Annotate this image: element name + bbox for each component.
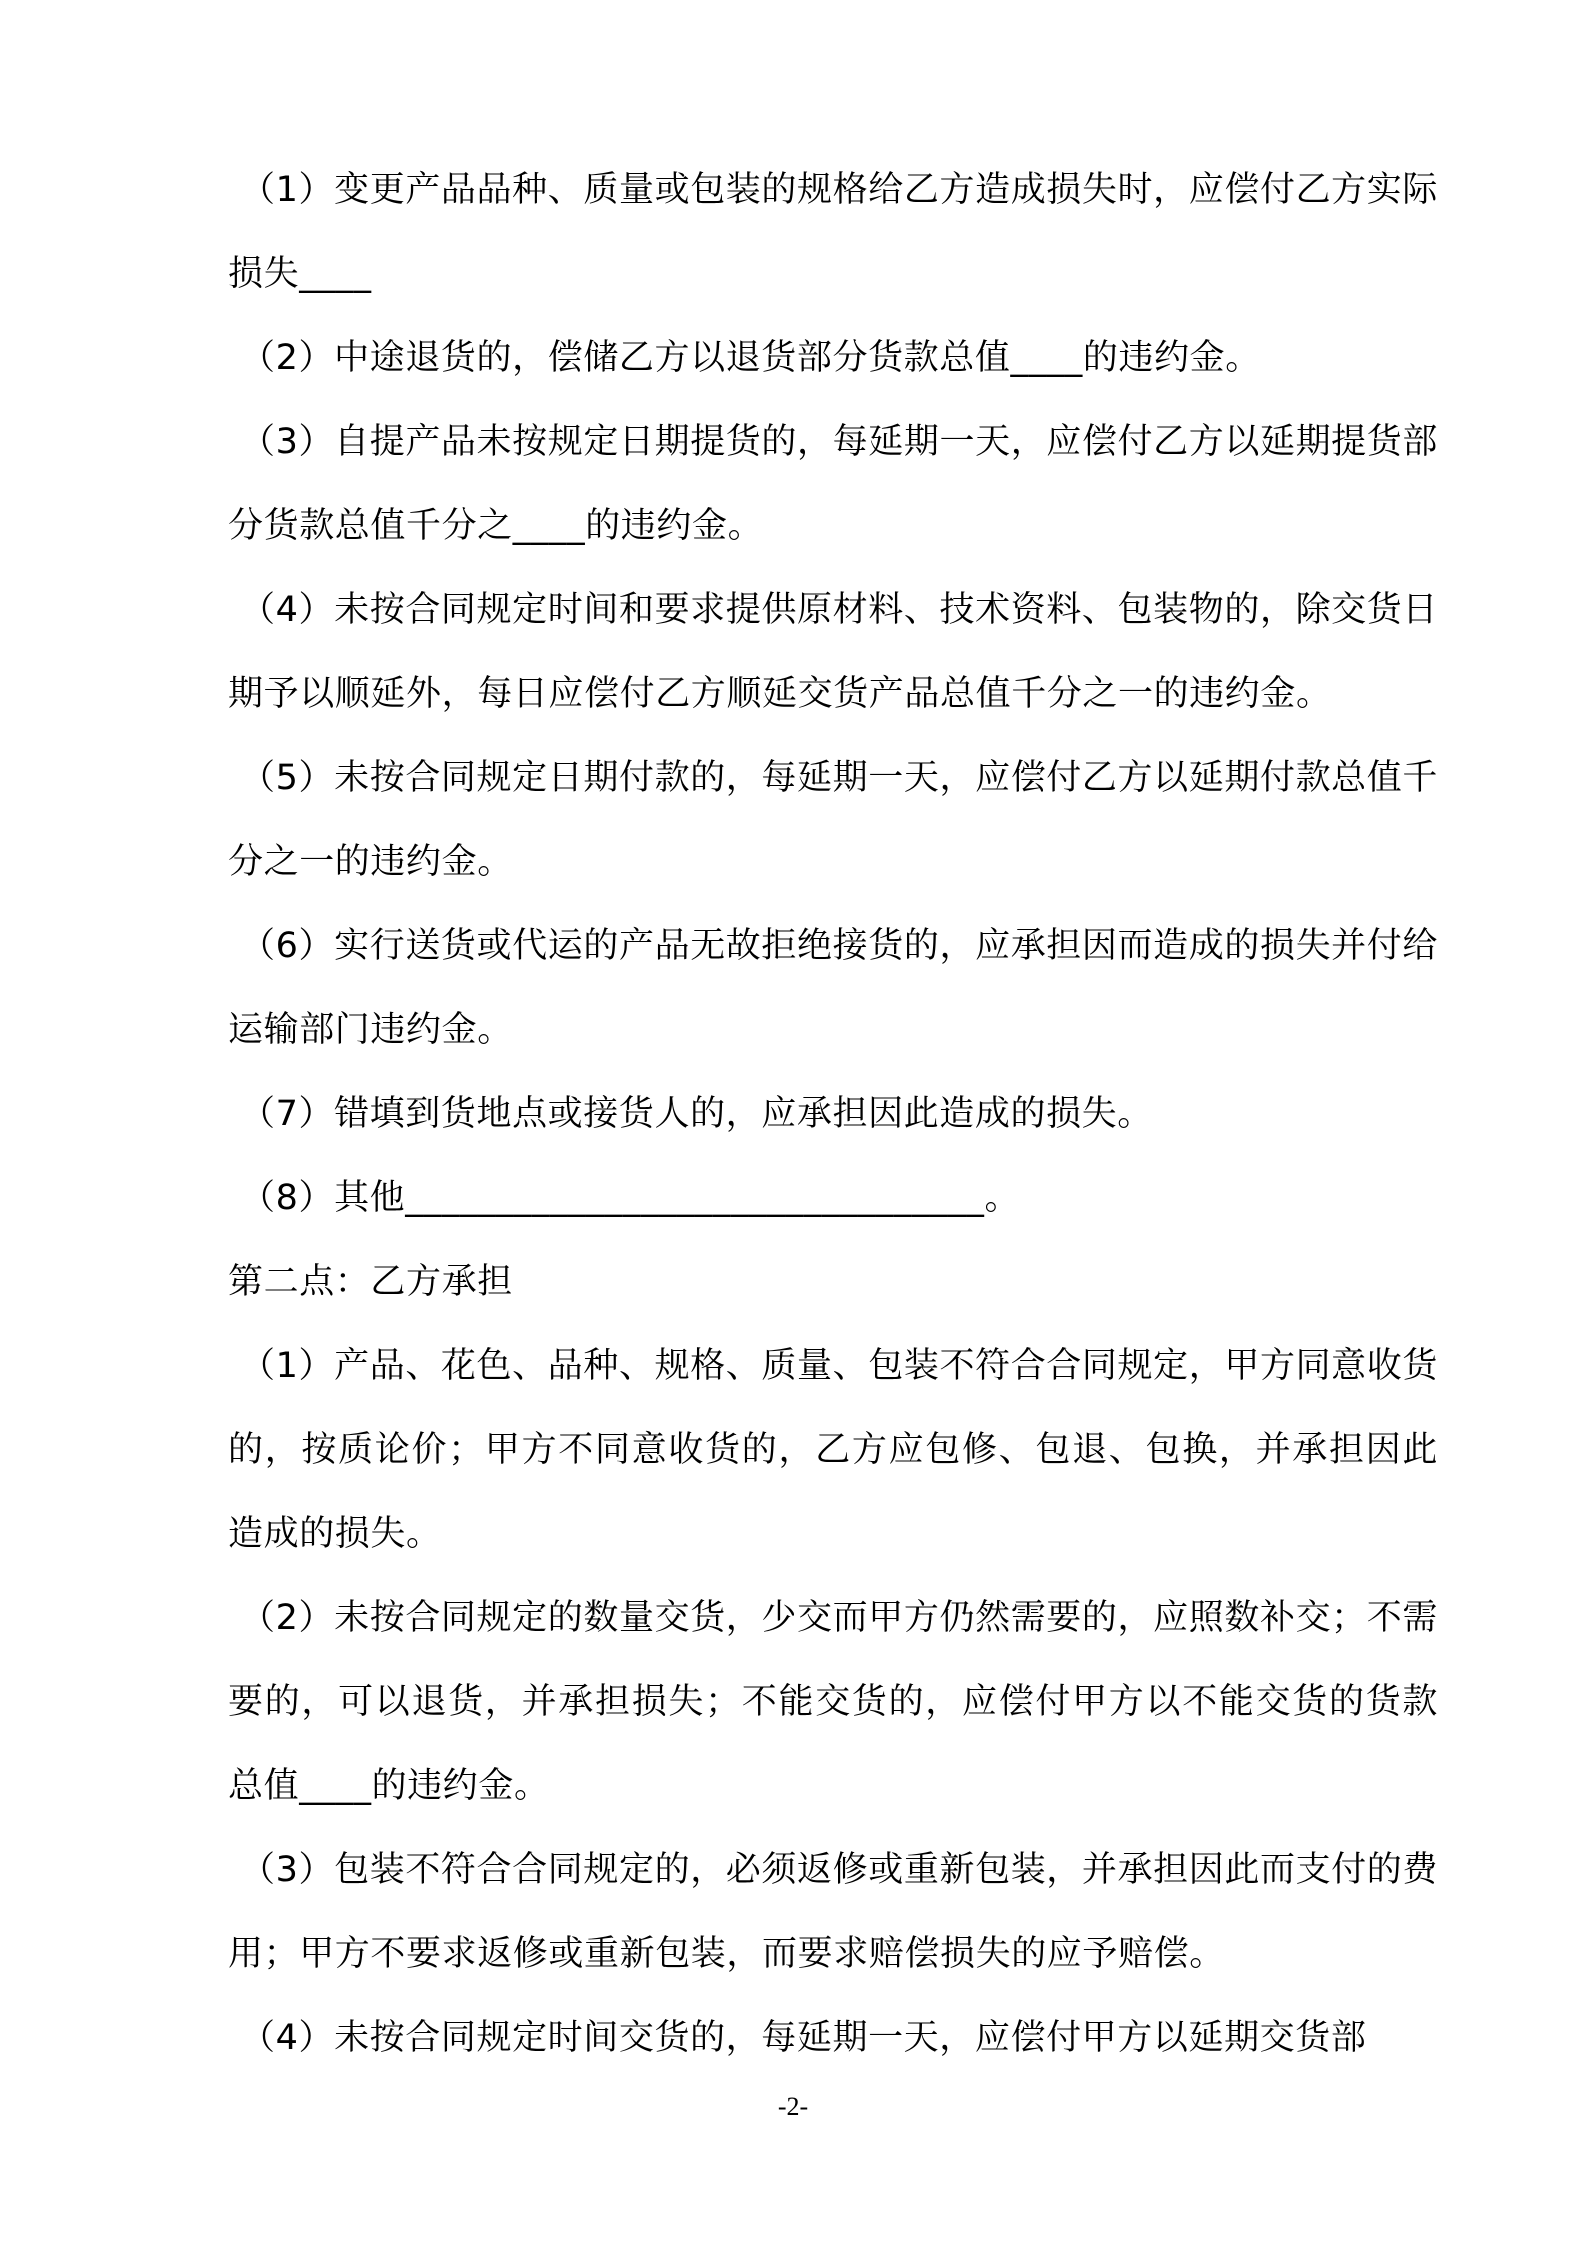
clause-paragraph: （8）其他________________________________。 [240, 1178, 1021, 1218]
clause-paragraph: （2）中途退货的，偿储乙方以退货部分货款总值____的违约金。 [240, 338, 1261, 378]
clause-paragraph: （7）错填到货地点或接货人的，应承担因此造成的损失。 [240, 1094, 1153, 1134]
clause-paragraph: （3）自提产品未按规定日期提货的，每延期一天，应偿付乙方以延期提货部分货款总值千分之____的违约金。 [228, 422, 1438, 546]
clause-paragraph: （5）未按合同规定日期付款的，每延期一天，应偿付乙方以延期付款总值千分之一的违约金。 [228, 758, 1438, 882]
clause-paragraph: （1）产品、花色、品种、规格、质量、包装不符合合同规定，甲方同意收货的，按质论价；甲方不同意收货的，乙方应包修、包退、包换，并承担因此造成的损失。 [228, 1346, 1438, 1554]
document-body [228, 148, 1438, 2080]
clause-paragraph: （3）包装不符合合同规定的，必须返修或重新包装，并承担因此而支付的费用；甲方不要求返修或重新包装，而要求赔偿损失的应予赔偿。 [228, 1850, 1438, 1974]
page-number: -2- [777, 2092, 809, 2121]
clause-paragraph: （4）未按合同规定时间交货的，每延期一天，应偿付甲方以延期交货部 [240, 2018, 1367, 2058]
section-heading: 第二点：乙方承担 [228, 1262, 513, 1302]
clause-paragraph: （2）未按合同规定的数量交货，少交而甲方仍然需要的，应照数补交；不需要的，可以退货，并承担损失；不能交货的，应偿付甲方以不能交货的货款总值____的违约金。 [228, 1598, 1438, 1806]
clause-paragraph: （1）变更产品品种、质量或包装的规格给乙方造成损失时，应偿付乙方实际损失____ [228, 170, 1438, 294]
clause-paragraph: （4）未按合同规定时间和要求提供原材料、技术资料、包装物的，除交货日期予以顺延外，每日应偿付乙方顺延交货产品总值千分之一的违约金。 [228, 590, 1438, 714]
clause-paragraph: （6）实行送货或代运的产品无故拒绝接货的，应承担因而造成的损失并付给运输部门违约金。 [228, 926, 1438, 1050]
